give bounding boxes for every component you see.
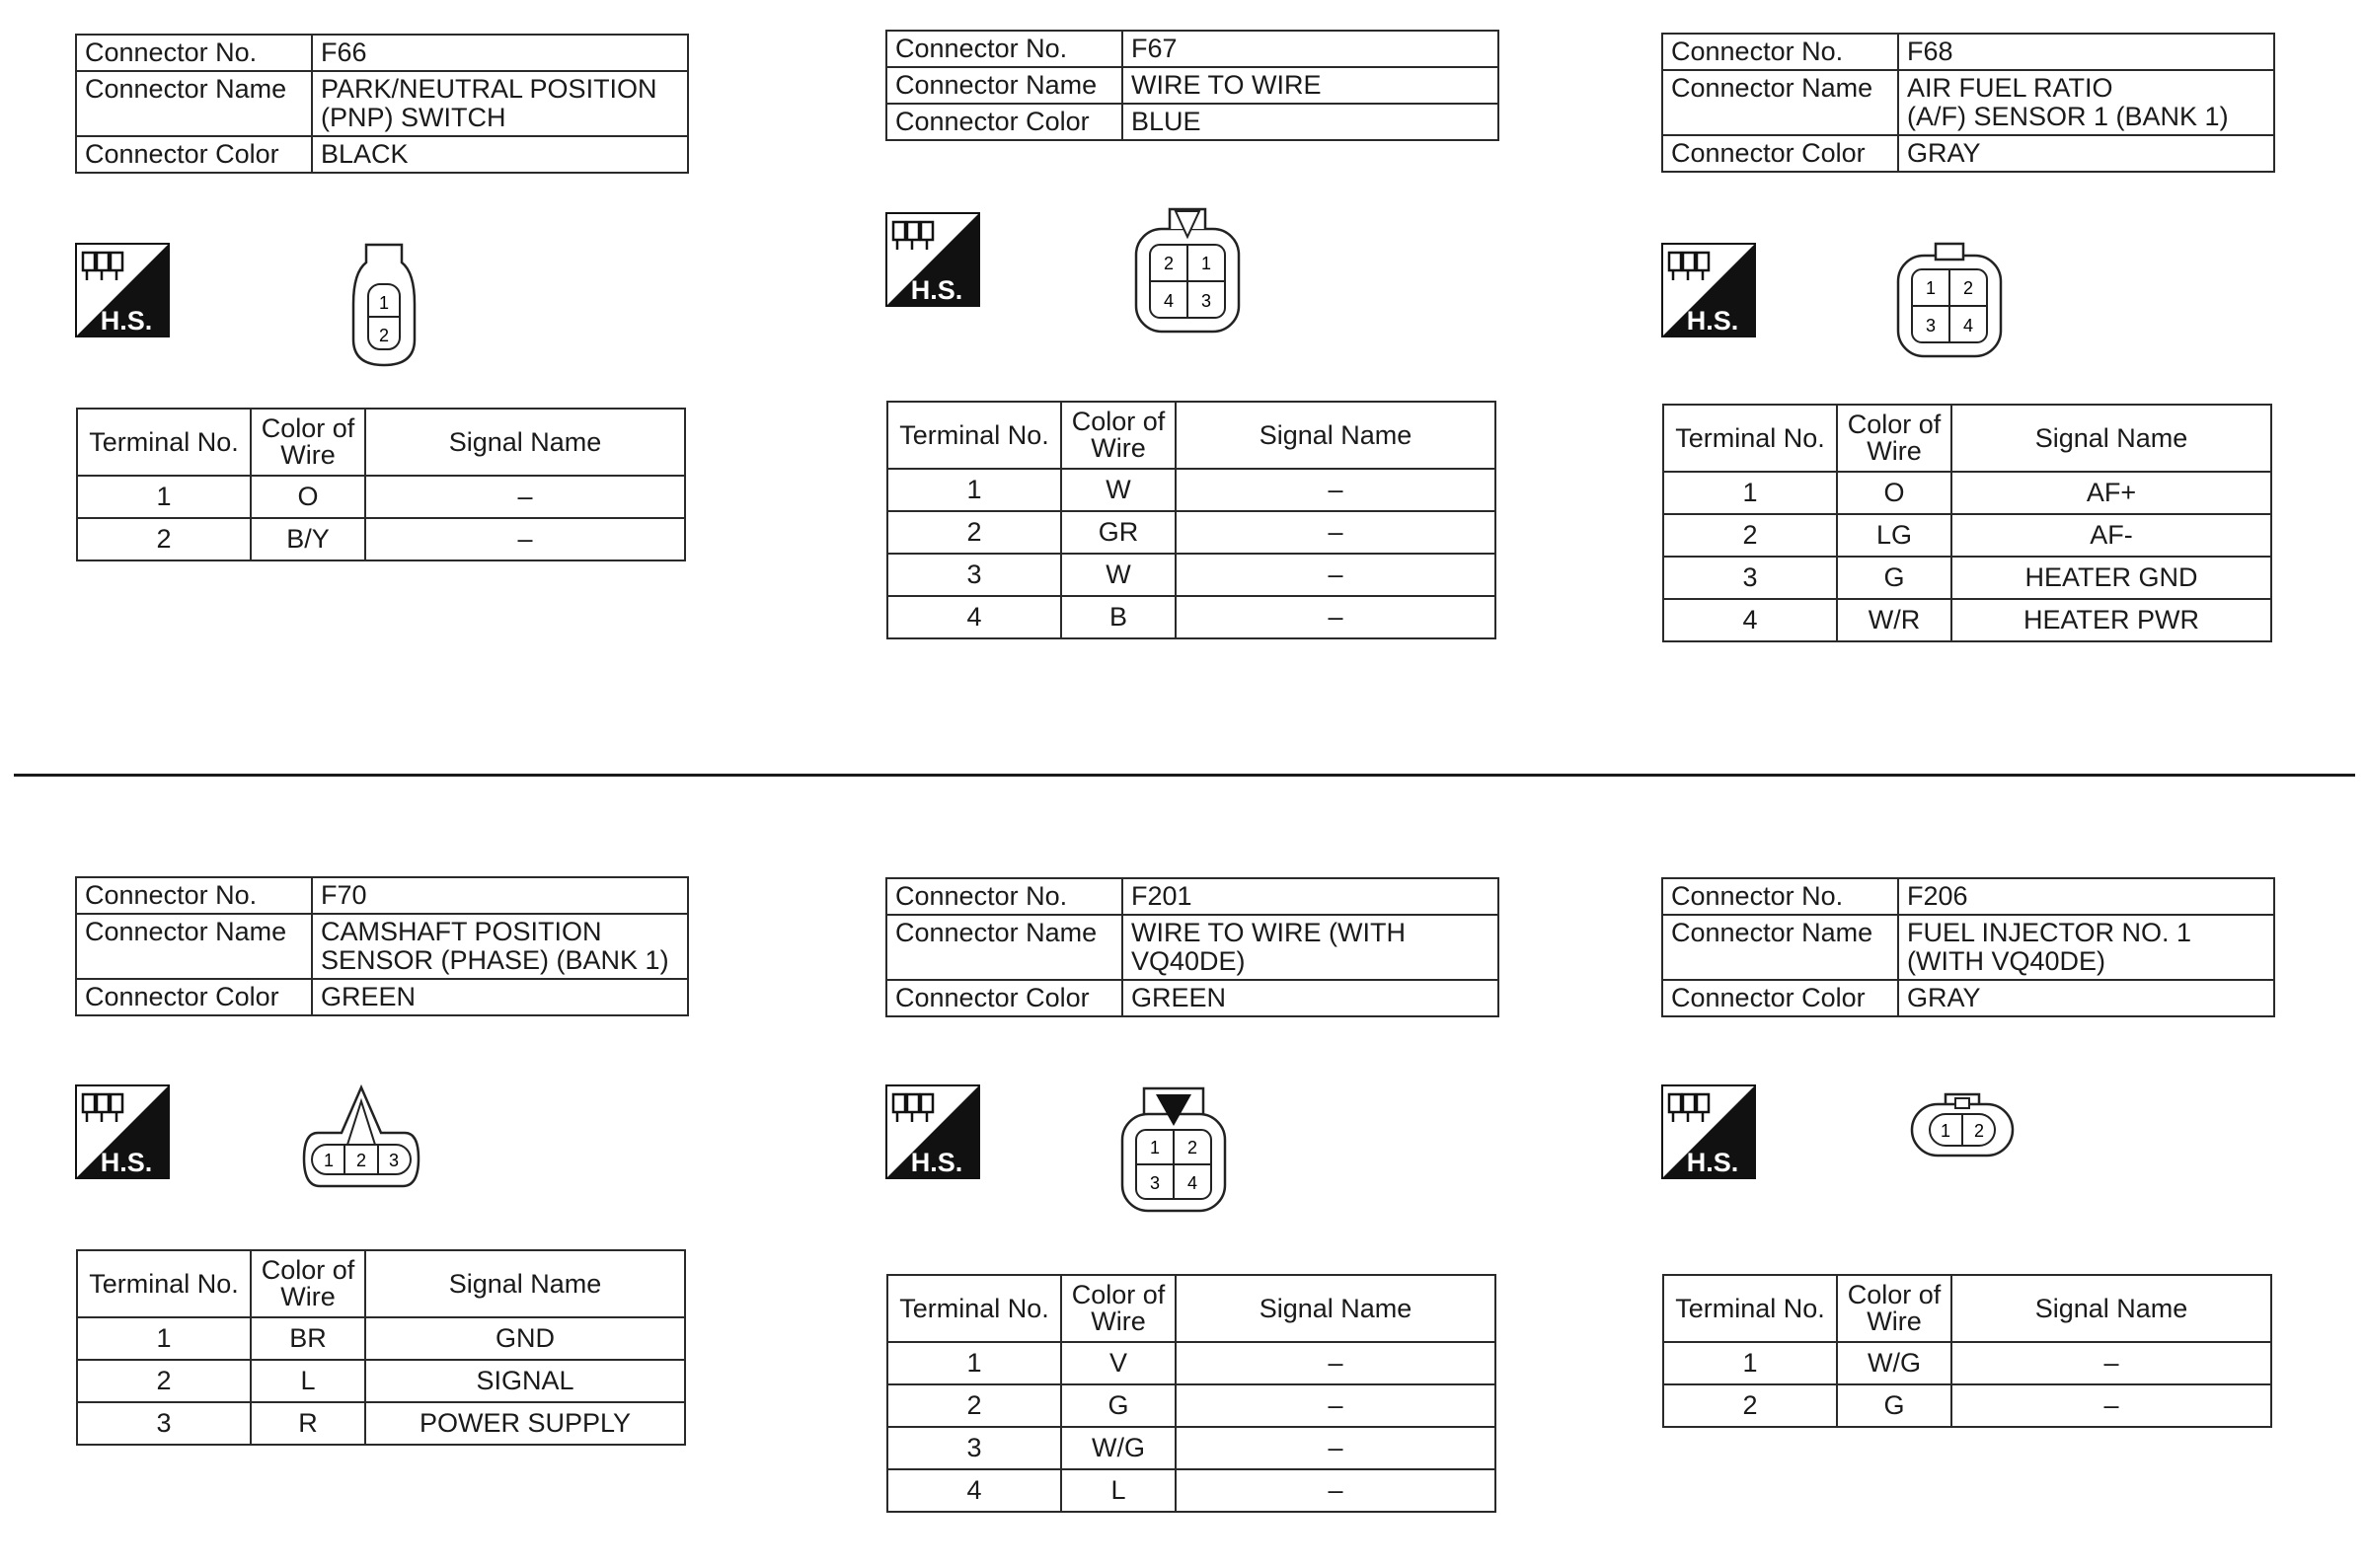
terminal-no: 1 bbox=[887, 1342, 1061, 1384]
connector-info-table bbox=[885, 877, 1499, 1017]
terminal-no: 2 bbox=[887, 511, 1061, 554]
wire-color: L bbox=[251, 1360, 365, 1402]
connector-color-value: GREEN bbox=[312, 979, 688, 1015]
connector-no-label: Connector No. bbox=[886, 31, 1122, 67]
signal-name-header: Signal Name bbox=[365, 409, 685, 476]
connector-face-f67 bbox=[1132, 203, 1243, 336]
signal-name: AF+ bbox=[1951, 472, 2271, 514]
pin-label: 3 bbox=[388, 1151, 400, 1170]
connector-color-label: Connector Color bbox=[1662, 135, 1898, 172]
wire-color-header: Color of Wire bbox=[1837, 1275, 1951, 1342]
wire-color-header: Color of Wire bbox=[1061, 402, 1176, 469]
signal-name: – bbox=[1176, 1427, 1495, 1469]
terminal-no: 1 bbox=[77, 476, 251, 518]
harness-side-icon bbox=[1661, 243, 1756, 337]
table-row bbox=[887, 1342, 1495, 1384]
signal-name: – bbox=[1176, 511, 1495, 554]
terminal-no: 3 bbox=[77, 1402, 251, 1445]
terminal-no: 3 bbox=[887, 1427, 1061, 1469]
signal-name-header: Signal Name bbox=[1951, 405, 2271, 472]
terminal-no: 2 bbox=[1663, 1384, 1837, 1427]
signal-name: – bbox=[1176, 596, 1495, 638]
signal-name: – bbox=[1176, 1469, 1495, 1512]
connector-face-f201 bbox=[1118, 1083, 1229, 1215]
terminal-no: 1 bbox=[887, 469, 1061, 511]
pin-label: 1 bbox=[1149, 1138, 1161, 1157]
connector-color-value: GRAY bbox=[1898, 980, 2274, 1016]
table-row bbox=[77, 1402, 685, 1445]
connector-color-label: Connector Color bbox=[1662, 980, 1898, 1016]
signal-name: HEATER GND bbox=[1951, 557, 2271, 599]
harness-side-label: H.S. bbox=[1686, 1148, 1739, 1177]
connector-name-value: FUEL INJECTOR NO. 1 (WITH VQ40DE) bbox=[1898, 915, 2274, 980]
connector-no-value: F66 bbox=[312, 35, 688, 71]
signal-name: – bbox=[365, 518, 685, 560]
connector-info-table bbox=[1661, 877, 2275, 1017]
signal-name: – bbox=[1951, 1342, 2271, 1384]
harness-side-label: H.S. bbox=[100, 1148, 153, 1177]
wire-color-header: Color of Wire bbox=[251, 409, 365, 476]
signal-name: – bbox=[365, 476, 685, 518]
connector-no-value: F70 bbox=[312, 877, 688, 914]
connector-panel-f67 bbox=[885, 30, 1502, 720]
connector-name-label: Connector Name bbox=[76, 914, 312, 979]
signal-name-header: Signal Name bbox=[1951, 1275, 2271, 1342]
terminal-table bbox=[76, 1249, 686, 1446]
connector-face-f68 bbox=[1894, 240, 2005, 360]
table-row bbox=[887, 1427, 1495, 1469]
table-row bbox=[887, 511, 1495, 554]
connector-no-label: Connector No. bbox=[1662, 878, 1898, 915]
signal-name: – bbox=[1176, 1342, 1495, 1384]
connector-color-value: BLUE bbox=[1122, 104, 1498, 140]
table-row bbox=[77, 518, 685, 560]
signal-name: – bbox=[1176, 1384, 1495, 1427]
wire-color: B/Y bbox=[251, 518, 365, 560]
table-row bbox=[887, 596, 1495, 638]
signal-name: POWER SUPPLY bbox=[365, 1402, 685, 1445]
wire-color: G bbox=[1061, 1384, 1176, 1427]
connector-no-value: F201 bbox=[1122, 878, 1498, 915]
connector-name-value: PARK/NEUTRAL POSITION (PNP) SWITCH bbox=[312, 71, 688, 136]
pin-label: 4 bbox=[1962, 316, 1974, 336]
pin-label: 1 bbox=[1925, 278, 1937, 298]
connector-no-label: Connector No. bbox=[76, 877, 312, 914]
signal-name: – bbox=[1176, 469, 1495, 511]
terminal-no: 2 bbox=[77, 518, 251, 560]
section-divider bbox=[14, 774, 2355, 777]
signal-name-header: Signal Name bbox=[1176, 1275, 1495, 1342]
wire-color: R bbox=[251, 1402, 365, 1445]
pin-label: 2 bbox=[1186, 1138, 1198, 1157]
connector-panel-f206 bbox=[1661, 877, 2278, 1568]
table-row bbox=[887, 1384, 1495, 1427]
connector-info-table bbox=[885, 30, 1499, 141]
table-row bbox=[1663, 557, 2271, 599]
connector-color-label: Connector Color bbox=[76, 136, 312, 173]
wire-color: B bbox=[1061, 596, 1176, 638]
table-row bbox=[77, 1317, 685, 1360]
pin-label: 1 bbox=[1940, 1121, 1951, 1141]
pin-label: 4 bbox=[1186, 1173, 1198, 1193]
connector-name-value: CAMSHAFT POSITION SENSOR (PHASE) (BANK 1) bbox=[312, 914, 688, 979]
connector-face-f70 bbox=[300, 1083, 422, 1192]
wire-color: W bbox=[1061, 554, 1176, 596]
signal-name: – bbox=[1951, 1384, 2271, 1427]
connector-panel-f66 bbox=[75, 34, 692, 724]
connector-name-value: WIRE TO WIRE bbox=[1122, 67, 1498, 104]
harness-side-icon bbox=[1661, 1084, 1756, 1179]
wire-color: G bbox=[1837, 1384, 1951, 1427]
terminal-table bbox=[886, 401, 1496, 639]
pin-label: 2 bbox=[1163, 254, 1175, 273]
signal-name-header: Signal Name bbox=[365, 1250, 685, 1317]
harness-side-label: H.S. bbox=[100, 306, 153, 336]
connector-panel-f70 bbox=[75, 876, 692, 1567]
connector-name-value: WIRE TO WIRE (WITH VQ40DE) bbox=[1122, 915, 1498, 980]
table-row bbox=[1663, 1342, 2271, 1384]
table-row bbox=[887, 1469, 1495, 1512]
terminal-no: 2 bbox=[887, 1384, 1061, 1427]
pin-label: 3 bbox=[1200, 291, 1212, 311]
connector-info-table bbox=[1661, 33, 2275, 173]
terminal-no-header: Terminal No. bbox=[1663, 1275, 1837, 1342]
wire-color-header: Color of Wire bbox=[1061, 1275, 1176, 1342]
connector-name-label: Connector Name bbox=[1662, 70, 1898, 135]
terminal-no: 4 bbox=[1663, 599, 1837, 641]
table-row bbox=[1663, 1384, 2271, 1427]
signal-name: AF- bbox=[1951, 514, 2271, 557]
harness-side-label: H.S. bbox=[910, 1148, 963, 1177]
connector-name-value: AIR FUEL RATIO (A/F) SENSOR 1 (BANK 1) bbox=[1898, 70, 2274, 135]
terminal-no-header: Terminal No. bbox=[1663, 405, 1837, 472]
table-row bbox=[1663, 514, 2271, 557]
connector-no-value: F68 bbox=[1898, 34, 2274, 70]
harness-side-label: H.S. bbox=[1686, 306, 1739, 336]
wire-color: LG bbox=[1837, 514, 1951, 557]
connector-info-table bbox=[75, 34, 689, 174]
connector-face-f66 bbox=[349, 237, 419, 369]
pin-label: 1 bbox=[323, 1151, 335, 1170]
connector-panel-f201 bbox=[885, 877, 1502, 1568]
connector-color-label: Connector Color bbox=[886, 980, 1122, 1016]
connector-name-label: Connector Name bbox=[76, 71, 312, 136]
connector-color-label: Connector Color bbox=[886, 104, 1122, 140]
connector-name-label: Connector Name bbox=[886, 67, 1122, 104]
terminal-no-header: Terminal No. bbox=[887, 402, 1061, 469]
wire-color: O bbox=[251, 476, 365, 518]
pin-label: 1 bbox=[378, 293, 390, 313]
pin-label: 2 bbox=[1962, 278, 1974, 298]
wire-color-header: Color of Wire bbox=[251, 1250, 365, 1317]
signal-name: SIGNAL bbox=[365, 1360, 685, 1402]
terminal-no: 3 bbox=[1663, 557, 1837, 599]
terminal-no-header: Terminal No. bbox=[77, 1250, 251, 1317]
terminal-no: 2 bbox=[77, 1360, 251, 1402]
signal-name: – bbox=[1176, 554, 1495, 596]
terminal-no: 4 bbox=[887, 596, 1061, 638]
connector-color-label: Connector Color bbox=[76, 979, 312, 1015]
terminal-table bbox=[1662, 404, 2272, 642]
wire-color: W/G bbox=[1061, 1427, 1176, 1469]
wire-color: W/G bbox=[1837, 1342, 1951, 1384]
wire-color-header: Color of Wire bbox=[1837, 405, 1951, 472]
table-row bbox=[887, 469, 1495, 511]
terminal-no: 4 bbox=[887, 1469, 1061, 1512]
connector-no-value: F206 bbox=[1898, 878, 2274, 915]
connector-no-label: Connector No. bbox=[886, 878, 1122, 915]
terminal-no: 1 bbox=[77, 1317, 251, 1360]
connector-info-table bbox=[75, 876, 689, 1016]
connector-color-value: BLACK bbox=[312, 136, 688, 173]
connector-no-label: Connector No. bbox=[76, 35, 312, 71]
pin-label: 3 bbox=[1925, 316, 1937, 336]
signal-name-header: Signal Name bbox=[1176, 402, 1495, 469]
table-row bbox=[77, 1360, 685, 1402]
wire-color: G bbox=[1837, 557, 1951, 599]
wire-color: BR bbox=[251, 1317, 365, 1360]
terminal-no-header: Terminal No. bbox=[77, 409, 251, 476]
terminal-no: 1 bbox=[1663, 1342, 1837, 1384]
harness-side-icon bbox=[885, 212, 980, 307]
pin-label: 2 bbox=[1973, 1121, 1985, 1141]
wire-color: L bbox=[1061, 1469, 1176, 1512]
table-row bbox=[1663, 472, 2271, 514]
table-row bbox=[887, 554, 1495, 596]
wire-color: O bbox=[1837, 472, 1951, 514]
connector-face-f206 bbox=[1908, 1088, 2017, 1159]
table-row bbox=[77, 476, 685, 518]
wire-color: GR bbox=[1061, 511, 1176, 554]
terminal-no: 3 bbox=[887, 554, 1061, 596]
wire-color: V bbox=[1061, 1342, 1176, 1384]
harness-side-label: H.S. bbox=[910, 275, 963, 305]
wire-color: W bbox=[1061, 469, 1176, 511]
pin-label: 4 bbox=[1163, 291, 1175, 311]
connector-name-label: Connector Name bbox=[886, 915, 1122, 980]
wire-color: W/R bbox=[1837, 599, 1951, 641]
pin-label: 3 bbox=[1149, 1173, 1161, 1193]
pin-label: 2 bbox=[355, 1151, 367, 1170]
terminal-no: 2 bbox=[1663, 514, 1837, 557]
pin-label: 1 bbox=[1200, 254, 1212, 273]
signal-name: GND bbox=[365, 1317, 685, 1360]
table-row bbox=[1663, 599, 2271, 641]
connector-panel-f68 bbox=[1661, 33, 2278, 723]
connector-color-value: GREEN bbox=[1122, 980, 1498, 1016]
connector-no-label: Connector No. bbox=[1662, 34, 1898, 70]
terminal-table bbox=[76, 408, 686, 561]
harness-side-icon bbox=[75, 1084, 170, 1179]
terminal-table bbox=[1662, 1274, 2272, 1428]
pin-label: 2 bbox=[378, 326, 390, 345]
harness-side-icon bbox=[885, 1084, 980, 1179]
terminal-no: 1 bbox=[1663, 472, 1837, 514]
terminal-no-header: Terminal No. bbox=[887, 1275, 1061, 1342]
connector-no-value: F67 bbox=[1122, 31, 1498, 67]
signal-name: HEATER PWR bbox=[1951, 599, 2271, 641]
connector-name-label: Connector Name bbox=[1662, 915, 1898, 980]
connector-color-value: GRAY bbox=[1898, 135, 2274, 172]
terminal-table bbox=[886, 1274, 1496, 1513]
harness-side-icon bbox=[75, 243, 170, 337]
